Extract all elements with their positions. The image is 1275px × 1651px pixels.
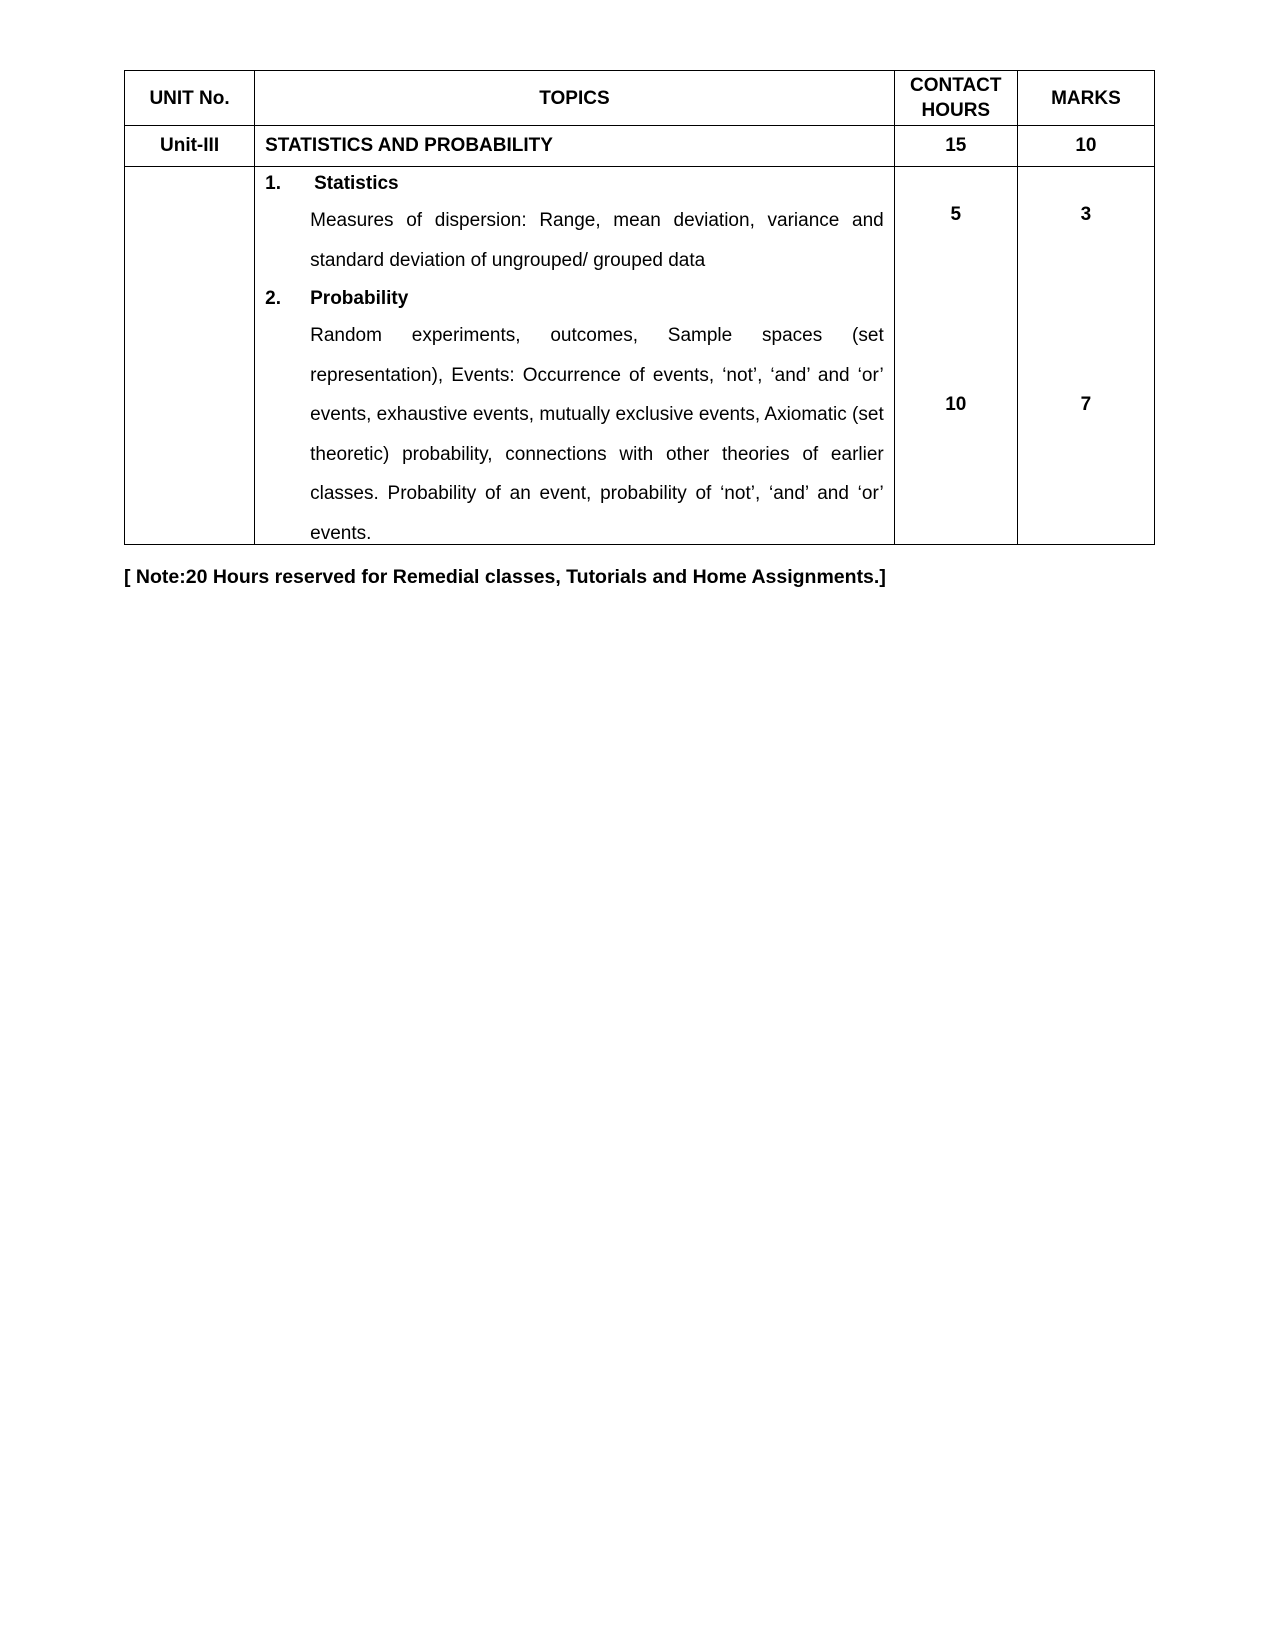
- topics-cell: [255, 167, 895, 545]
- item-description: Random experiments, outcomes, Sample spaces (set representation), Events: Occurrence of events, ‘not’, ‘and’ and ‘or’ events, exhaustive events, mutually exclusive events, Axiomatic (set theoretic) probability, connections with other theories of earlier classes. Probability of an event, probability of ‘not’, ‘and’ and ‘or’ events.: [310, 325, 884, 544]
- item-marks: 3: [1080, 204, 1092, 225]
- header-topics: TOPICS: [255, 71, 895, 126]
- table-header-row: [125, 71, 1155, 126]
- unit-title: STATISTICS AND PROBABILITY: [255, 126, 895, 167]
- item-hours: 10: [945, 394, 967, 415]
- topics-body-row: [125, 167, 1155, 545]
- item-number: 1.: [265, 173, 281, 194]
- header-unit: UNIT No.: [125, 71, 255, 126]
- header-contact-hours: [894, 71, 1017, 126]
- item-marks: 7: [1080, 394, 1092, 415]
- header-hours-line2: HOURS: [921, 100, 991, 121]
- header-hours-line1: CONTACT: [910, 75, 1002, 96]
- item-description: Measures of dispersion: Range, mean deviation, variance and standard deviation of ungrouped/ grouped data: [310, 210, 884, 271]
- empty-unit-cell: [125, 167, 255, 545]
- item-number: 2.: [265, 288, 281, 309]
- item-hours: 5: [950, 204, 962, 225]
- syllabus-table: [124, 70, 1155, 545]
- topic-item-probability: [255, 282, 894, 544]
- unit-row: [125, 126, 1155, 167]
- footer-note: [ Note:20 Hours reserved for Remedial classes, Tutorials and Home Assignments.]: [124, 566, 886, 588]
- header-marks: MARKS: [1017, 71, 1154, 126]
- item-title: Statistics: [314, 173, 399, 194]
- unit-hours: 15: [894, 126, 1017, 167]
- syllabus-page: [124, 70, 1155, 589]
- unit-number: Unit-III: [125, 126, 255, 167]
- marks-cell: [1017, 167, 1154, 545]
- item-title: Probability: [310, 288, 409, 309]
- topic-item-statistics: [255, 167, 894, 282]
- unit-marks: 10: [1017, 126, 1154, 167]
- hours-cell: [894, 167, 1017, 545]
